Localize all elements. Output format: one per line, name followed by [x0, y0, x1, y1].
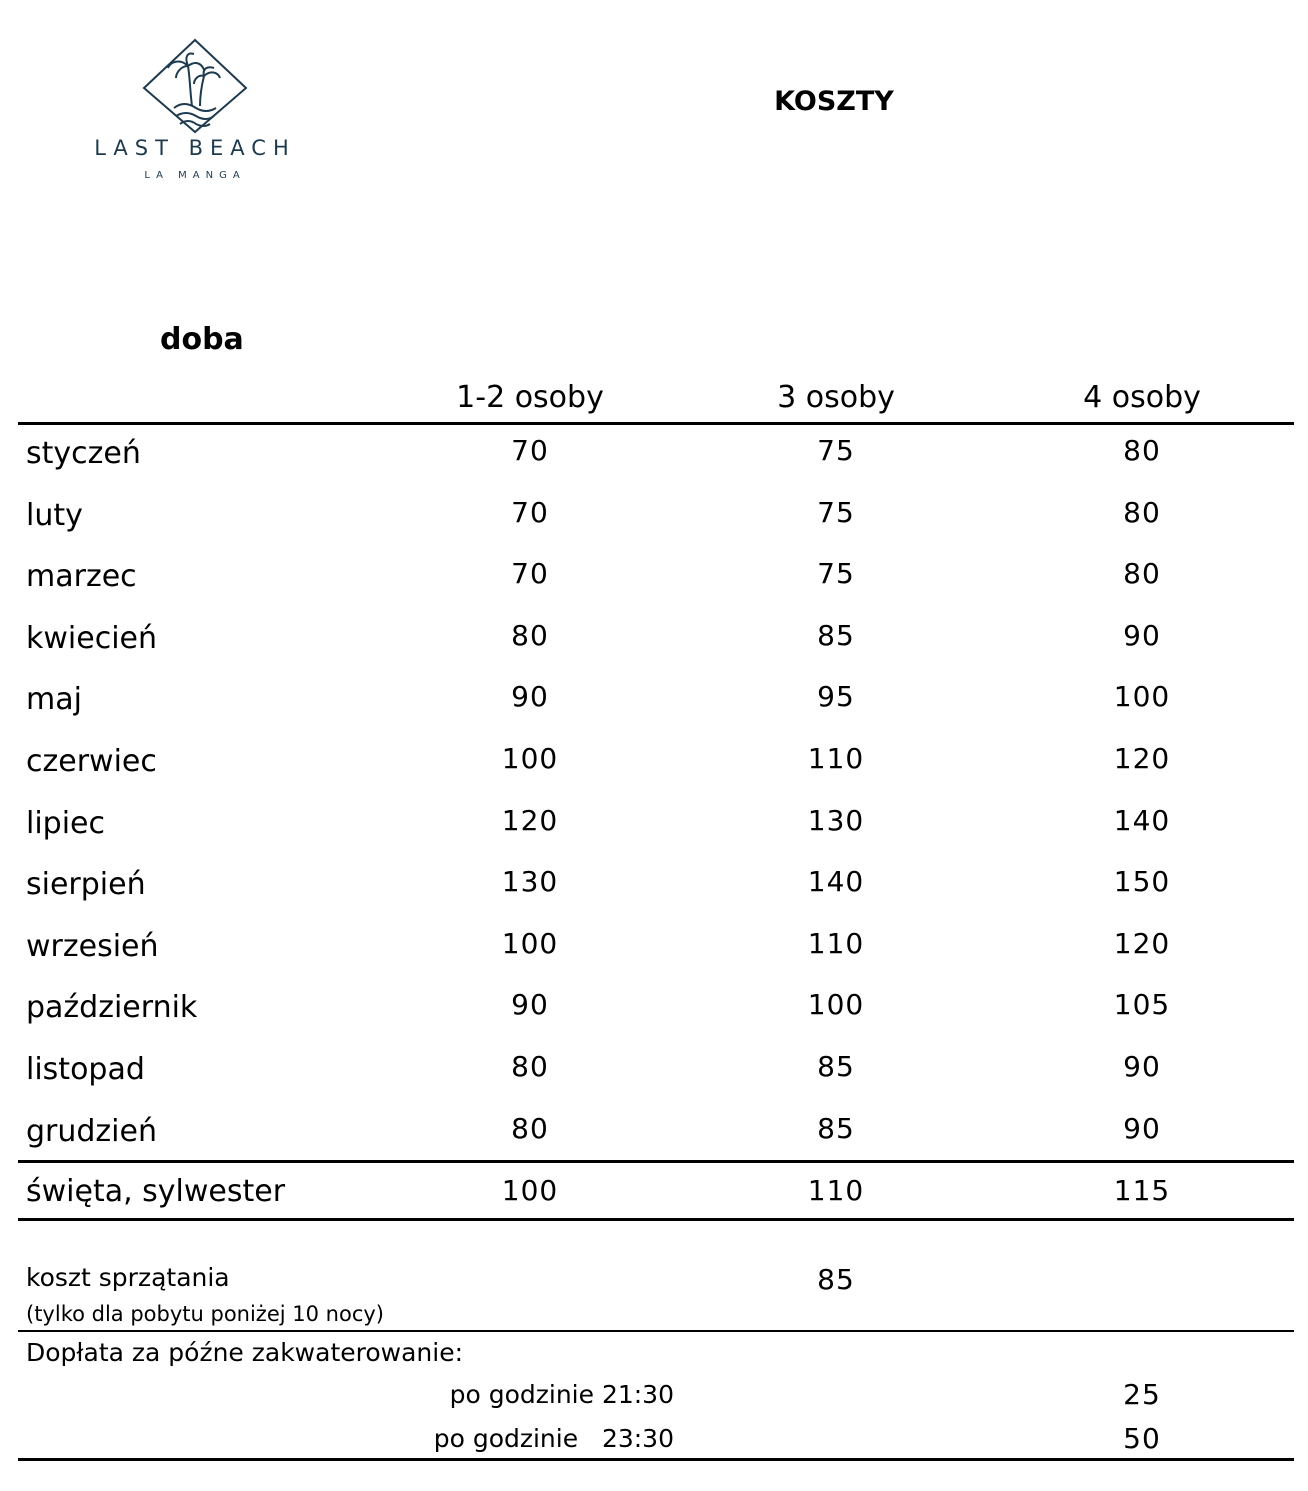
price-cell: 80 [511, 618, 549, 652]
table-row [0, 682, 1308, 744]
holiday-value-1: 100 [501, 1174, 559, 1207]
holiday-bottom-rule [18, 1218, 1294, 1221]
holiday-value-2: 110 [807, 1174, 865, 1207]
price-cell: 80 [1123, 495, 1161, 529]
table-row [0, 436, 1308, 498]
price-cell: 130 [807, 803, 865, 837]
table-row [0, 803, 1308, 868]
page-title: KOSZTY [774, 86, 894, 117]
palm-beach-icon [140, 36, 250, 136]
price-cell: 150 [1113, 865, 1171, 899]
price-cell: 95 [817, 680, 855, 714]
price-cell: 130 [501, 865, 559, 899]
cleaning-value: 85 [817, 1263, 855, 1296]
price-cell: 140 [807, 865, 865, 899]
table-row [0, 744, 1308, 806]
month-label: listopad [26, 1052, 145, 1087]
price-cell: 70 [511, 434, 549, 467]
cleaning-label: koszt sprzątania [26, 1263, 230, 1292]
header-rule [18, 422, 1294, 425]
table-row [0, 990, 1308, 1052]
late-checkin-item-value: 25 [1123, 1378, 1161, 1411]
month-label: czerwiec [26, 744, 157, 779]
month-label: styczeń [26, 436, 141, 471]
price-cell: 120 [1113, 926, 1171, 960]
price-cell: 100 [501, 926, 559, 960]
month-label: sierpień [26, 867, 146, 903]
table-row [0, 867, 1308, 929]
price-cell: 110 [807, 926, 865, 960]
table-row [0, 618, 1308, 683]
price-cell: 100 [807, 988, 865, 1022]
cleaning-note: (tylko dla pobytu poniżej 10 nocy) [26, 1302, 384, 1326]
month-label: wrzesień [26, 928, 159, 964]
price-cell: 100 [501, 742, 559, 775]
logo-subtitle: LA MANGA [144, 170, 246, 181]
section-label: doba [160, 322, 244, 357]
price-cell: 105 [1113, 988, 1171, 1022]
price-cell: 90 [511, 680, 549, 714]
month-label: luty [26, 497, 83, 533]
table-row [0, 559, 1308, 621]
price-cell: 100 [1113, 680, 1171, 714]
holiday-top-rule [18, 1160, 1294, 1163]
price-cell: 70 [511, 495, 549, 529]
price-cell: 110 [807, 742, 865, 775]
late-checkin-item-label: po godzinie 21:30 [449, 1380, 674, 1409]
price-cell: 120 [501, 803, 559, 837]
cleaning-rule [18, 1330, 1294, 1332]
price-cell: 70 [511, 557, 549, 591]
price-cell: 85 [817, 618, 855, 652]
holiday-label: święta, sylwester [26, 1174, 286, 1209]
column-header-2: 3 osoby [777, 380, 895, 415]
column-header-3: 4 osoby [1083, 380, 1201, 415]
late-checkin-label: Dopłata za późne zakwaterowanie: [26, 1338, 464, 1367]
table-row [0, 1052, 1308, 1114]
late-checkin-item-label: po godzinie 23:30 [433, 1424, 674, 1453]
table-row [0, 926, 1308, 991]
price-cell: 85 [817, 1111, 855, 1145]
month-label: październik [26, 990, 198, 1026]
price-cell: 80 [511, 1050, 549, 1083]
last-beach-logo [60, 36, 330, 196]
table-row [0, 1111, 1308, 1176]
price-cell: 85 [817, 1050, 855, 1083]
price-cell: 75 [817, 557, 855, 591]
price-cell: 120 [1113, 742, 1171, 775]
price-cell: 80 [511, 1111, 549, 1145]
price-cell: 90 [511, 988, 549, 1022]
price-cell: 75 [817, 495, 855, 529]
month-label: lipiec [26, 805, 105, 841]
price-cell: 90 [1123, 618, 1161, 652]
month-label: kwiecień [26, 620, 158, 656]
price-cell: 90 [1123, 1050, 1161, 1083]
month-label: grudzień [26, 1113, 157, 1149]
late-checkin-item-value: 50 [1123, 1422, 1161, 1455]
price-cell: 80 [1123, 434, 1161, 467]
month-label: maj [26, 682, 82, 718]
price-cell: 80 [1123, 557, 1161, 591]
column-header-1: 1-2 osoby [456, 380, 604, 415]
price-cell: 140 [1113, 803, 1171, 837]
holiday-row [0, 1174, 1308, 1236]
price-cell: 75 [817, 434, 855, 467]
holiday-value-3: 115 [1113, 1174, 1171, 1207]
table-row [0, 495, 1308, 560]
month-label: marzec [26, 559, 137, 595]
logo-name: LAST BEACH [94, 136, 296, 160]
bottom-rule [18, 1458, 1294, 1461]
price-cell: 90 [1123, 1111, 1161, 1145]
